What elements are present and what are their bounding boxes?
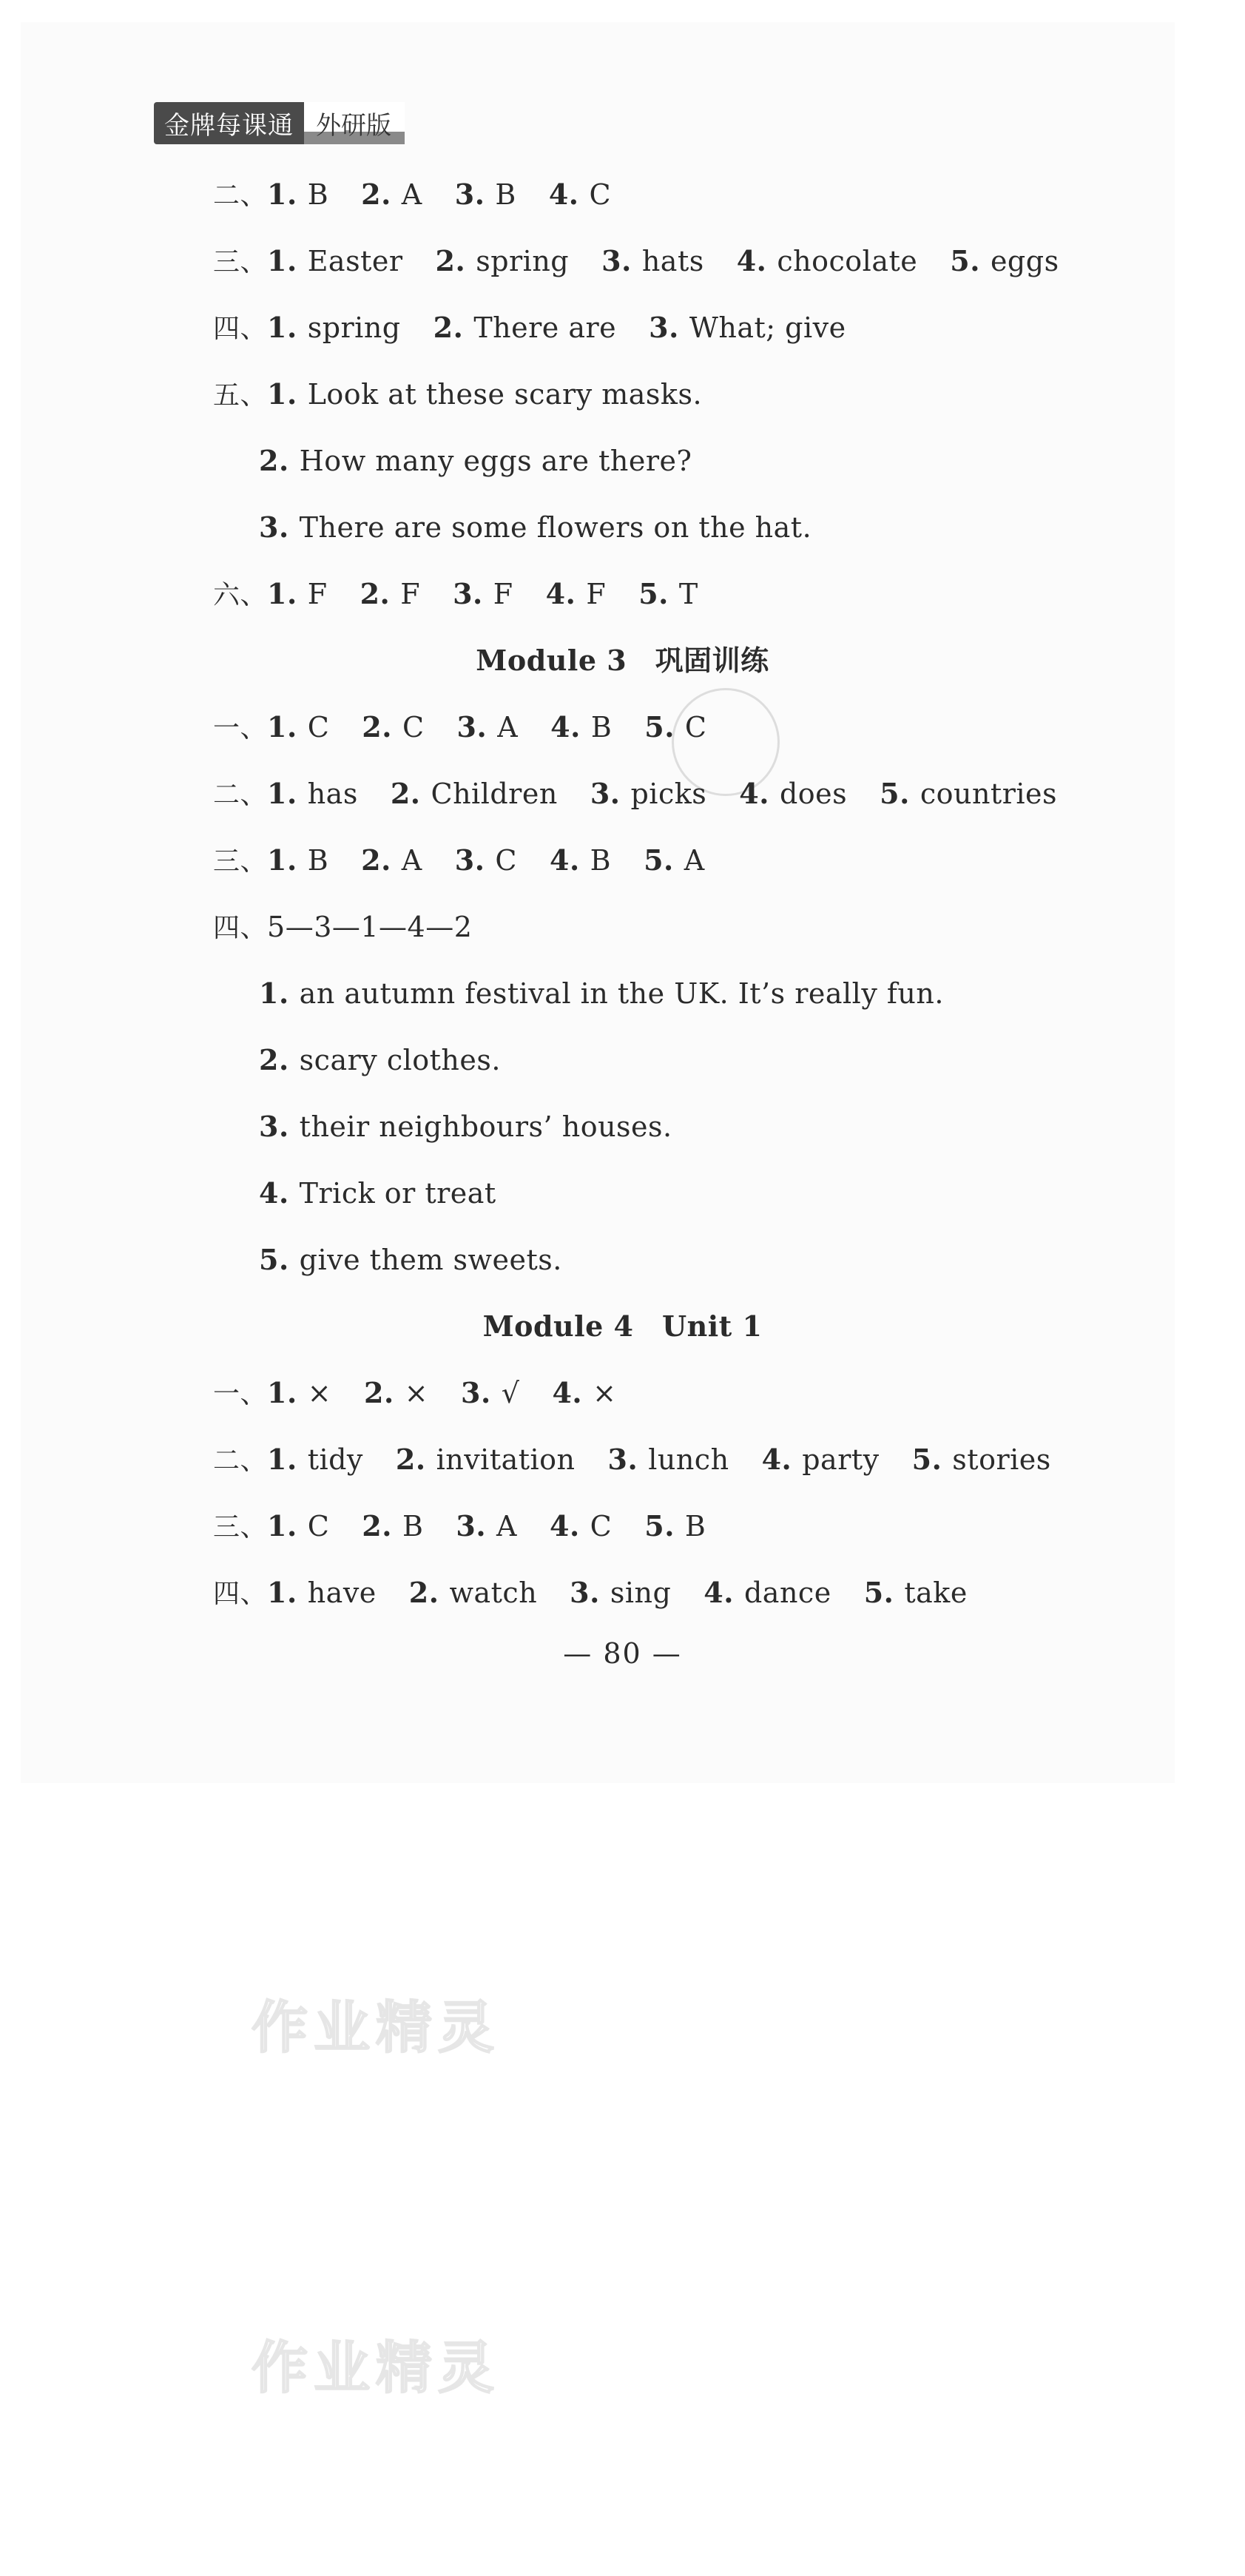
watermark-text: 作业精灵 [252, 1995, 500, 2060]
item-number: 5. [259, 1243, 289, 1276]
item-number: 3. [259, 1110, 289, 1143]
answer-item [456, 1510, 517, 1542]
item-answer: hats [641, 245, 704, 277]
answer-line [213, 1375, 616, 1413]
item-number: 3. [453, 577, 483, 610]
answer-sequence: 5—3—1—4—2 [267, 911, 473, 943]
item-number: 3. [590, 777, 621, 810]
answer-item [361, 844, 422, 877]
item-answer: chocolate [777, 245, 918, 277]
answer-item [267, 1577, 377, 1609]
item-number: 1. [267, 178, 297, 211]
answer-item [552, 1377, 616, 1409]
item-answer: B [307, 178, 329, 211]
answer-item [360, 578, 421, 610]
answer-line [213, 709, 707, 747]
answer-item [864, 1577, 968, 1609]
answer-item [737, 245, 918, 277]
answer-item [267, 1377, 331, 1409]
item-number: 3. [259, 510, 289, 544]
item-number: 2. [395, 1443, 426, 1476]
answer-line [259, 975, 944, 1012]
item-answer: have [307, 1577, 377, 1609]
item-number: 1. [267, 244, 297, 277]
answer-item [608, 1443, 729, 1476]
item-answer: give them sweets. [299, 1244, 562, 1276]
answer-item [267, 578, 328, 610]
answer-item [912, 1443, 1051, 1476]
item-number: 1. [267, 777, 297, 810]
item-number: 3. [454, 178, 485, 211]
item-number: 2. [259, 1043, 289, 1076]
item-answer: How many eggs are there? [299, 445, 692, 477]
answer-item [546, 578, 607, 610]
answer-item [361, 178, 422, 211]
answer-line [213, 1508, 706, 1546]
answer-item [433, 311, 617, 344]
item-number: 2. [408, 1576, 439, 1609]
item-number: 4. [739, 777, 769, 810]
item-number: 5. [863, 1576, 894, 1609]
item-number: 1. [267, 1376, 297, 1409]
item-number: 1. [267, 377, 297, 411]
answer-item [550, 844, 611, 877]
item-number: 5. [638, 577, 669, 610]
answer-item [570, 1577, 671, 1609]
answer-item [436, 245, 570, 277]
item-number: 4. [550, 1509, 580, 1542]
item-number: 3. [461, 1376, 491, 1409]
item-answer: B [590, 711, 613, 744]
item-answer: A [496, 1510, 517, 1542]
answer-line [213, 842, 705, 880]
answer-item [267, 1443, 363, 1476]
item-answer: C [590, 1510, 613, 1542]
item-answer: Trick or treat [299, 1177, 496, 1210]
item-answer: F [307, 578, 328, 610]
item-answer: tidy [307, 1443, 363, 1476]
section-label: 一、 [213, 1379, 268, 1409]
item-answer: B [402, 1510, 424, 1542]
item-answer: × [307, 1377, 332, 1409]
section-label: 六、 [213, 580, 268, 610]
item-number: 1. [267, 1576, 297, 1609]
item-answer: B [495, 178, 516, 211]
item-number: 4. [552, 1376, 583, 1409]
item-number: 4. [550, 843, 580, 877]
section-label: 二、 [213, 181, 268, 211]
item-answer: lunch [648, 1443, 729, 1476]
answer-item [259, 977, 944, 1010]
item-number: 5. [644, 1509, 675, 1542]
answer-item [455, 844, 517, 877]
item-number: 5. [911, 1443, 942, 1476]
item-answer: picks [630, 778, 707, 810]
item-answer: A [401, 178, 422, 211]
item-number: 4. [550, 710, 581, 744]
answer-item [762, 1443, 880, 1476]
item-number: 4. [259, 1176, 289, 1210]
answer-item [362, 1510, 423, 1542]
item-answer: watch [449, 1577, 538, 1609]
answer-item [259, 511, 812, 544]
item-answer: F [400, 578, 421, 610]
item-number: 3. [649, 311, 679, 344]
item-number: 1. [267, 1443, 297, 1476]
answer-item [267, 245, 403, 277]
item-number: 4. [704, 1576, 734, 1609]
item-answer: There are some flowers on the hat. [299, 511, 812, 544]
answer-item [267, 178, 328, 211]
answer-line [259, 1108, 672, 1145]
section-label: 五、 [213, 380, 268, 411]
item-answer: B [590, 844, 612, 877]
item-number: 3. [607, 1443, 638, 1476]
answer-item [644, 711, 706, 744]
item-number: 5. [880, 777, 910, 810]
answer-item [590, 778, 706, 810]
item-answer: × [404, 1377, 429, 1409]
item-number: 5. [644, 843, 674, 877]
answer-item [362, 711, 424, 744]
answer-item [550, 711, 612, 744]
item-number: 1. [267, 311, 297, 344]
answer-item [453, 578, 513, 610]
item-number: 2. [361, 843, 391, 877]
item-answer: party [802, 1443, 880, 1476]
page-number: — 80 — [563, 1637, 682, 1670]
answer-item [644, 844, 705, 877]
section-label: 三、 [213, 247, 268, 277]
answer-item [950, 245, 1059, 277]
item-number: 2. [362, 1509, 392, 1542]
answer-line [213, 309, 846, 348]
answer-line [213, 176, 611, 215]
item-answer: an autumn festival in the UK. It’s really fun. [299, 977, 944, 1010]
section-label: 三、 [213, 846, 268, 877]
item-answer: C [495, 844, 517, 877]
item-number: 2. [362, 710, 392, 744]
item-number: 2. [361, 178, 391, 211]
answer-item [644, 1510, 706, 1542]
section-label: 二、 [213, 780, 268, 810]
answer-item [638, 578, 698, 610]
answer-item [550, 1510, 612, 1542]
item-answer: has [307, 778, 358, 810]
item-answer: F [586, 578, 607, 610]
answer-item [396, 1443, 576, 1476]
brand-label: 金牌每课通 [154, 102, 304, 144]
answer-item [549, 178, 611, 211]
item-answer: There are [473, 311, 617, 344]
item-answer: A [401, 844, 422, 877]
item-answer: countries [920, 778, 1058, 810]
item-number: 4. [545, 577, 576, 610]
answer-item [601, 245, 704, 277]
answer-item [259, 1110, 672, 1143]
item-number: 3. [454, 843, 485, 877]
answer-line [213, 376, 702, 414]
item-number: 1. [267, 710, 297, 744]
section-heading: Module 4 Unit 1 [482, 1309, 763, 1343]
answer-item [267, 778, 358, 810]
answer-line [259, 1175, 496, 1212]
item-answer: C [684, 711, 707, 744]
item-answer: Look at these scary masks. [307, 378, 703, 411]
watermark-text: 作业精灵 [252, 2335, 500, 2401]
answer-item [461, 1377, 519, 1409]
answer-item [364, 1377, 428, 1409]
item-answer: A [497, 711, 519, 744]
item-answer: their neighbours’ houses. [299, 1110, 672, 1143]
answer-line [213, 1441, 1051, 1480]
section-label: 三、 [213, 1512, 268, 1542]
item-answer: B [684, 1510, 706, 1542]
item-answer: Children [431, 778, 558, 810]
item-answer: What; give [689, 311, 846, 344]
item-answer: take [904, 1577, 968, 1609]
item-answer: C [307, 711, 330, 744]
item-answer: sing [610, 1577, 672, 1609]
item-answer: B [307, 844, 329, 877]
item-number: 2. [364, 1376, 394, 1409]
answer-item [880, 778, 1057, 810]
item-number: 2. [259, 444, 289, 477]
item-answer: C [589, 178, 612, 211]
item-answer: C [402, 711, 425, 744]
answer-item [391, 778, 558, 810]
item-answer: stories [952, 1443, 1051, 1476]
item-answer: spring [307, 311, 401, 344]
answer-line [259, 1241, 562, 1278]
item-number: 5. [644, 710, 675, 744]
item-answer: eggs [990, 245, 1059, 277]
item-answer: invitation [436, 1443, 576, 1476]
section-label: 四、 [213, 913, 268, 943]
answer-line [259, 442, 692, 479]
answer-line [213, 576, 698, 614]
item-answer: √ [501, 1377, 520, 1409]
item-number: 3. [456, 1509, 487, 1542]
item-number: 3. [456, 710, 487, 744]
edition-label: 外研版 [304, 102, 405, 144]
section-label: 二、 [213, 1446, 268, 1476]
item-answer: F [493, 578, 513, 610]
answer-item [267, 378, 702, 411]
item-number: 1. [259, 977, 289, 1010]
item-number: 1. [267, 843, 297, 877]
answer-line [213, 243, 1059, 281]
section-label: 四、 [213, 1579, 268, 1609]
section-heading: Module 3 巩固训练 [476, 644, 769, 677]
answer-line [259, 509, 812, 546]
answer-item [739, 778, 847, 810]
item-number: 1. [267, 577, 297, 610]
item-answer: spring [476, 245, 570, 277]
item-number: 4. [736, 244, 767, 277]
section-label: 一、 [213, 713, 268, 744]
answer-line [213, 908, 472, 947]
answer-item [457, 711, 519, 744]
answer-line [213, 1574, 968, 1613]
item-answer: C [307, 1510, 330, 1542]
item-answer: A [684, 844, 705, 877]
answer-item [259, 445, 692, 477]
answer-item [455, 178, 516, 211]
answer-line [213, 775, 1057, 814]
answer-item [267, 1510, 329, 1542]
item-number: 4. [548, 178, 579, 211]
item-answer: dance [743, 1577, 831, 1609]
answer-item [409, 1577, 537, 1609]
item-answer: × [593, 1377, 617, 1409]
answer-item [259, 1044, 501, 1076]
item-answer: T [678, 578, 698, 610]
answer-item [267, 311, 401, 344]
item-number: 2. [390, 777, 421, 810]
answer-item [259, 1244, 562, 1276]
item-number: 1. [267, 1509, 297, 1542]
answer-item [259, 1177, 496, 1210]
answer-item [704, 1577, 831, 1609]
item-answer: scary clothes. [299, 1044, 501, 1076]
section-label: 四、 [213, 314, 268, 344]
answer-item [267, 711, 329, 744]
item-number: 2. [433, 311, 464, 344]
item-number: 2. [435, 244, 466, 277]
item-number: 3. [570, 1576, 600, 1609]
item-answer: Easter [307, 245, 403, 277]
item-number: 2. [360, 577, 391, 610]
page-header [154, 104, 405, 142]
item-number: 3. [601, 244, 632, 277]
answer-item [649, 311, 846, 344]
item-answer: does [779, 778, 848, 810]
item-number: 4. [761, 1443, 792, 1476]
answer-line [259, 1042, 501, 1079]
item-number: 5. [950, 244, 980, 277]
answer-item [267, 844, 328, 877]
